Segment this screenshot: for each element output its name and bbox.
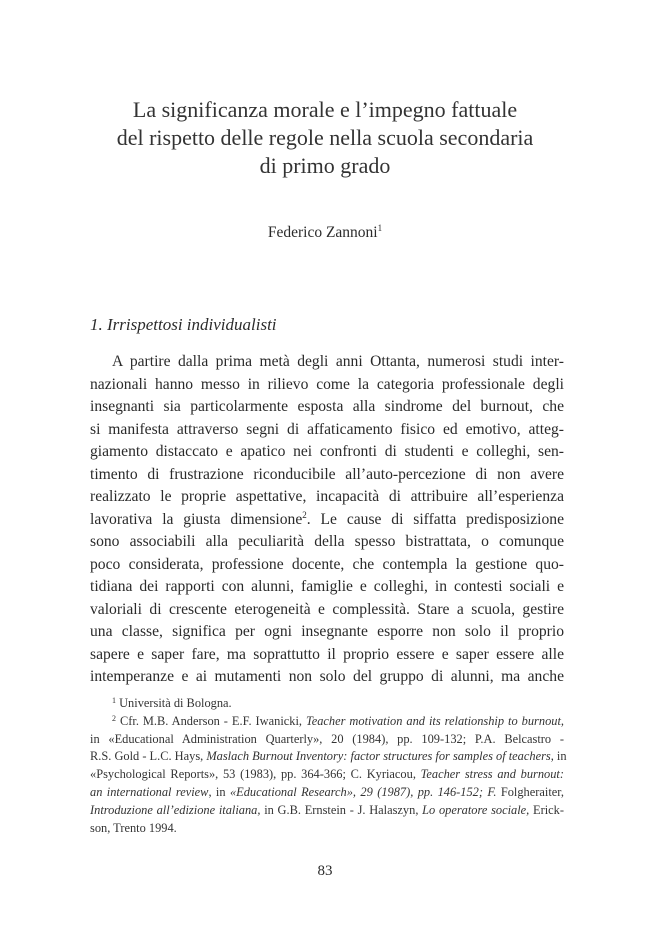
body-line: timento di frustrazione riconducibile all’auto-percezione di non avere — [90, 465, 564, 483]
body-line: giamento distaccato e apatico nei confronti di studenti e colleghi, sen- — [90, 443, 564, 460]
title-line-2: del rispetto delle regole nella scuola secondaria — [116, 125, 534, 150]
footnote-title: Maslach Burnout Inventory: factor structures for samples of teachers, — [206, 749, 554, 764]
body-line: insegnanti sia particolarmente esposta alla sindrome del burnout, che — [90, 398, 564, 415]
footnote-line: in «Educational Administration Quarterly», 20 (1984), pp. 109-132; P.A. Belcastro - — [90, 731, 564, 746]
footnote-line — [90, 784, 564, 802]
body-line — [90, 509, 564, 532]
author-byline — [0, 223, 650, 243]
footnote-line — [90, 802, 564, 820]
body-paragraph — [90, 351, 564, 689]
footnote-text: Erick- — [529, 802, 564, 817]
footnote-1 — [90, 695, 564, 713]
title-line-1: La significanza morale e l’impegno fattuale — [132, 97, 518, 122]
footnote-marker: 1 — [112, 696, 116, 705]
footnote-text: , in — [208, 784, 230, 799]
body-line: intemperanze e ai mutamenti non solo del gruppo di alunni, ma anche — [90, 668, 564, 685]
section-heading: 1. Irrispettosi individualisti — [90, 315, 277, 334]
footnote-title: Introduzione all’edizione italiana, — [90, 802, 261, 817]
paper-title — [60, 96, 590, 180]
body-line: poco considerata, professione docente, che contempla la gestione quo- — [90, 555, 564, 573]
footnote-text: Folgheraiter, — [496, 784, 564, 799]
footnotes — [90, 695, 567, 837]
body-line: realizzato le proprie aspettative, incapacità di attribuire all’esperienza — [90, 488, 564, 505]
body-line: nazionali hanno messo in rilievo come la categoria professionale degli — [90, 375, 564, 393]
footnote-line — [90, 766, 564, 784]
footnote-line: son, Trento 1994. — [90, 820, 177, 835]
footnote-text: Cfr. M.B. Anderson - E.F. Iwanicki, — [119, 713, 306, 728]
body-line: si manifesta attraverso segni di affaticamento fisico ed emotivo, atteg- — [90, 420, 564, 438]
footnote-ref-2: 2 — [302, 509, 307, 520]
body-line-text: . Le cause di siffatta predisposizione — [306, 510, 564, 528]
body-line: sapere e saper fare, ma soprattutto il proprio essere e saper essere alle — [90, 645, 564, 663]
body-line: sono associabili alla peculiarità della spesso bistrattata, o comunque — [90, 533, 564, 550]
body-line-text: lavorativa la giusta dimensione — [90, 510, 303, 528]
footnote-marker: 2 — [112, 713, 116, 723]
footnote-title: Lo operatore sociale, — [422, 802, 530, 817]
body-line: valoriali di crescente eterogeneità e complessità. Stare a scuola, gestire — [90, 600, 564, 618]
footnote-text: in G.B. Ernstein - J. Halaszyn, — [260, 802, 423, 817]
body-line: tidiana dei rapporti con alunni, famiglie e colleghi, in contesti sociali e — [90, 578, 564, 595]
footnote-title: Teacher motivation and its relationship to burnout, — [305, 713, 564, 728]
footnote-text: in — [553, 749, 567, 764]
author-name: Federico Zannoni — [267, 224, 378, 241]
footnote-title: an international review — [90, 784, 209, 799]
footnote-2 — [90, 713, 564, 731]
body-line: una classe, significa per ogni insegnante esporre non solo il proprio — [90, 623, 564, 640]
footnote-text: Università di Bologna. — [119, 696, 232, 710]
footnote-text: «Psychological Reports», 53 (1983), pp. 364-366; C. Kyriacou, — [90, 767, 421, 782]
footnote-title: Teacher stress and burnout: — [420, 767, 564, 782]
footnote-title: «Educational Research», 29 (1987), pp. 146-152; F. — [229, 784, 497, 799]
page-number: 83 — [317, 863, 333, 879]
body-line: A partire dalla prima metà degli anni Ottanta, numerosi studi inter- — [112, 353, 564, 370]
footnote-text: R.S. Gold - L.C. Hays, — [90, 749, 207, 764]
footnote-line — [90, 748, 567, 766]
title-line-3: di primo grado — [259, 153, 391, 178]
author-footnote-ref: 1 — [377, 223, 383, 233]
